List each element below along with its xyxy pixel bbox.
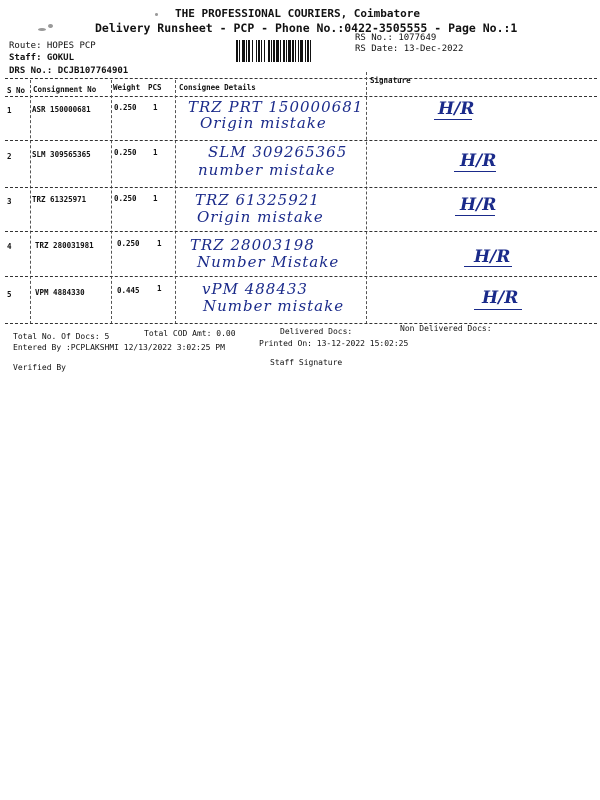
row-weight: 0.445 [117,286,140,295]
signature-underline [454,171,496,172]
row-pcs: 1 [157,239,162,248]
row-weight: 0.250 [114,103,137,112]
col-pcs: PCS [148,83,162,92]
row-sno: 4 [7,242,12,251]
table-header-rule [5,96,597,97]
row-pcs: 1 [153,103,158,112]
handwritten-consignment: TRZ 61325921 [195,191,320,209]
handwritten-remark: Origin mistake [197,208,324,226]
col-consignment: Consignment No [33,85,97,94]
total-docs: Total No. Of Docs: 5 [13,332,110,341]
route-label: Route: HOPES PCP [9,41,96,51]
col-sno: S No [7,86,26,95]
handwritten-consignment: TRZ 28003198 [190,236,315,254]
column-divider [175,80,176,324]
staff-label: Staff: GOKUL [9,53,75,63]
row-divider [5,276,597,277]
row-consignment: VPM 4884330 [35,288,85,297]
row-sno: 1 [7,106,12,115]
handwritten-remark: Number Mistake [197,253,340,271]
handwritten-consignment: vPM 488433 [202,280,308,298]
handwritten-consignment: SLM 309265365 [208,143,348,161]
table-top-rule [5,78,597,79]
row-weight: 0.250 [114,148,137,157]
delivered-docs: Delivered Docs: [280,327,353,336]
row-consignment: TRZ 61325971 [32,195,87,204]
row-consignment: SLM 309565365 [32,150,91,159]
row-sno: 3 [7,197,12,206]
row-consignment: TRZ 280031981 [35,241,94,250]
column-divider [366,72,367,324]
signature-underline [455,215,495,216]
drs-number: DRS No.: DCJB107764901 [9,66,129,76]
handwritten-consignment: TRZ PRT 150000681 [188,98,364,116]
verified-by: Verified By [13,363,66,372]
handwritten-signature: H/R [460,151,497,171]
col-consignee-details: Consignee Details [179,83,256,92]
row-sno: 2 [7,152,12,161]
row-weight: 0.250 [117,239,140,248]
runsheet-title: Delivery Runsheet - PCP - Phone No.:0422-3505555 - Page No.:1 [95,21,518,35]
column-divider [111,80,112,324]
company-name: THE PROFESSIONAL COURIERS, Coimbatore [175,7,421,20]
non-delivered-docs: Non Delivered Docs: [400,324,492,333]
row-pcs: 1 [157,284,162,293]
row-pcs: 1 [153,148,158,157]
entered-by: Entered By :PCPLAKSHMI 12/13/2022 3:02:25 PM [13,343,225,352]
signature-underline [474,309,522,310]
row-divider [5,187,597,188]
row-weight: 0.250 [114,194,137,203]
handwritten-remark: number mistake [198,161,336,179]
row-sno: 5 [7,290,12,299]
rs-date: RS Date: 13-Dec-2022 [355,44,464,54]
staff-signature: Staff Signature [270,358,343,367]
row-divider [5,140,597,141]
row-pcs: 1 [153,194,158,203]
table-bottom-rule [5,323,597,324]
scan-speck [48,24,53,28]
signature-underline [464,266,512,267]
signature-underline [434,119,472,120]
handwritten-signature: H/R [482,288,519,308]
handwritten-remark: Origin mistake [200,114,327,132]
scan-speck [38,28,46,31]
row-consignment: ASR 150000681 [32,105,91,114]
handwritten-remark: Number mistake [203,297,345,315]
column-divider [30,80,31,324]
barcode [236,40,348,62]
col-signature: Signature [370,76,411,85]
total-cod-amount: Total COD Amt: 0.00 [144,329,236,338]
col-weight: Weight [113,83,141,92]
barcode-bar [311,40,314,62]
handwritten-signature: H/R [438,99,475,119]
printed-on: Printed On: 13-12-2022 15:02:25 [259,339,409,348]
handwritten-signature: H/R [474,247,511,267]
scan-speck [155,13,158,16]
rs-number: RS No.: 1077649 [355,33,437,43]
handwritten-signature: H/R [460,195,497,215]
row-divider [5,231,597,232]
